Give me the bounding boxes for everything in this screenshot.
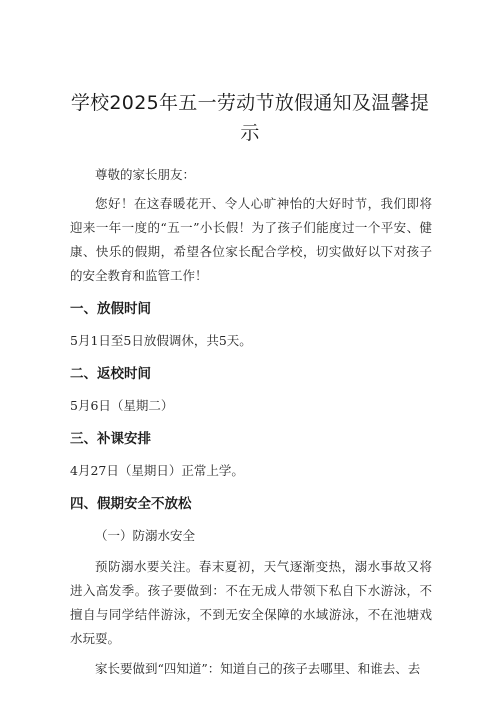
section-heading-makeup-class: 三、补课安排	[70, 431, 151, 447]
parent-four-knows-paragraph: 家长要做到“四知道”：知道自己的孩子去哪里、和谁去、去	[95, 661, 421, 676]
section-heading-holiday-safety: 四、假期安全不放松	[70, 496, 192, 512]
holiday-time-text: 5月1日至5日放假调休，共5天。	[70, 333, 252, 348]
makeup-class-text: 4月27日（星期日）正常上学。	[70, 463, 244, 478]
drowning-paragraph: 预防溺水要关注。春末夏初，天气逐渐变热，溺水事故又将进入高发季。孩子要做到：不在无成人带领下私自下水游泳，不擅自与同学结伴游泳，不到无安全保障的水域游泳，不在池塘戏水玩耍。	[70, 559, 432, 646]
section-heading-holiday-time: 一、放假时间	[70, 301, 151, 317]
salutation: 尊敬的家长朋友：	[95, 167, 196, 182]
intro-paragraph: 您好！在这春暖花开、令人心旷神怡的大好时节，我们即将迎来一年一度的“五一”小长假！为了孩子们能度过一个平安、健康、快乐的假期，希望各位家长配合学校，切实做好以下对孩子的安全教育和监管工作！	[70, 196, 432, 283]
subheading-drowning-safety: （一）防溺水安全	[95, 528, 196, 543]
document-body	[70, 163, 432, 681]
document-title: 学校2025年五一劳动节放假通知及温馨提示	[70, 92, 430, 144]
section-heading-return-time: 二、返校时间	[70, 366, 151, 382]
return-time-text: 5月6日（星期二）	[70, 398, 174, 413]
